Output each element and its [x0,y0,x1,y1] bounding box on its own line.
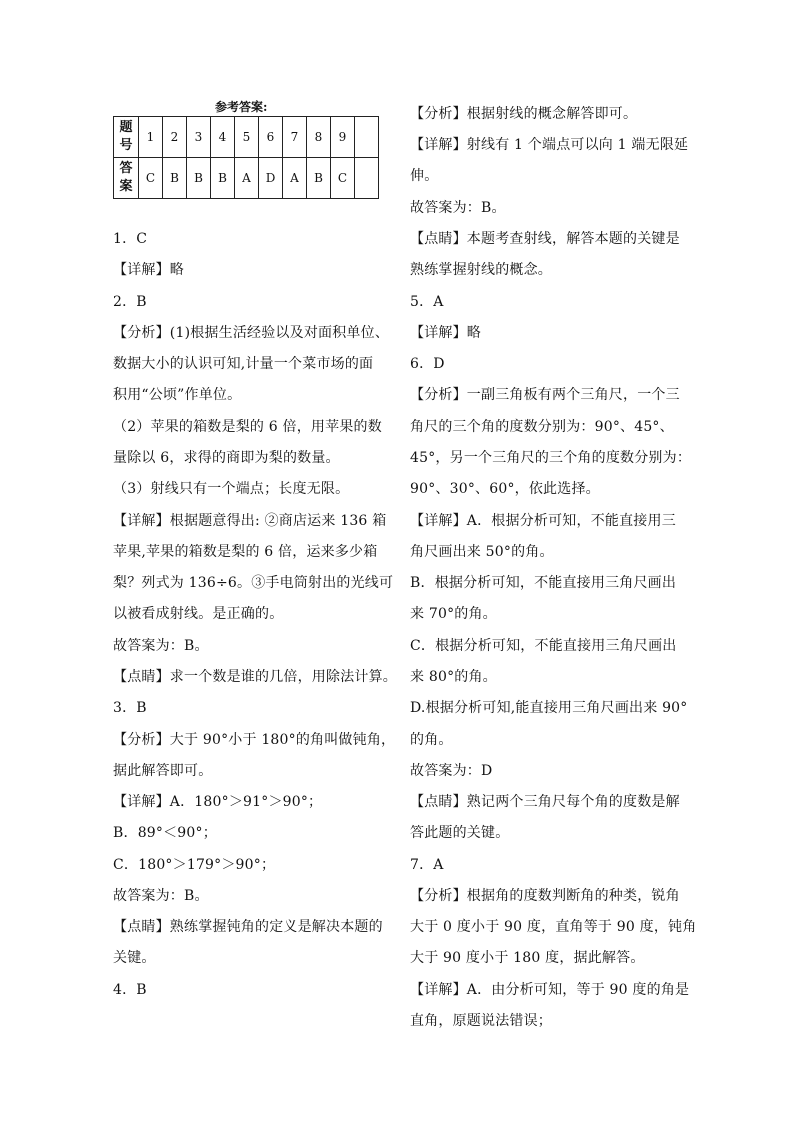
answer-line: 熟练掌握射线的概念。 [410,262,552,278]
answer-line: 【点睛】熟练掌握钝角的定义是解决本题的 [113,919,383,935]
question-number-cell: 3 [187,117,211,158]
answer-line: 7．A [410,857,444,873]
answer-line: 90°、30°、60°，依此选择。 [410,481,600,497]
answer-line: 答此题的关键。 [410,825,510,841]
answer-line: 4．B [113,982,147,998]
question-number-cell: 2 [163,117,187,158]
answer-line: C．根据分析可知，不能直接用三角尺画出 [410,638,677,654]
answer-line: 据此解答即可。 [113,763,213,779]
question-number-cell: 5 [235,117,259,158]
answer-line: 故答案为：B。 [113,638,209,654]
answer-line: 【详解】A．根据分析可知，不能直接用三 [410,513,676,529]
question-number-cell: 6 [259,117,283,158]
answer-line: 【点睛】求一个数是谁的几倍，用除法计算。 [113,669,397,685]
answer-cell: B [307,158,331,199]
answer-line: 故答案为：D [410,763,493,779]
answer-line: 【详解】射线有 1 个端点可以向 1 端无限延 [410,137,689,153]
answer-line: 1．C [113,231,148,247]
answer-line: 【详解】略 [410,325,481,341]
answer-line: 直角，原题说法错误； [410,1013,552,1029]
answer-line: 故答案为：B。 [113,888,209,904]
answer-cell [355,158,379,199]
question-number-cell: 9 [331,117,355,158]
question-number-cell: 4 [211,117,235,158]
answer-line: 关键。 [113,950,156,966]
answer-key-number-row [114,117,379,158]
question-number-cell: 7 [283,117,307,158]
answer-cell: B [163,158,187,199]
answer-cell: A [235,158,259,199]
answer-line: 伸。 [410,168,439,184]
answer-key-answer-row [114,158,379,199]
question-number-cell [355,117,379,158]
answer-line: 【详解】A．180°＞91°＞90°； [113,794,323,810]
answer-cell: B [187,158,211,199]
answer-line: 数据大小的认识可知,计量一个菜市场的面 [113,356,374,372]
answer-row-header: 答 案 [114,158,139,199]
number-row-header: 题 号 [114,117,139,158]
answer-line: D.根据分析可知,能直接用三角尺画出来 90° [410,700,688,716]
answer-line: 【详解】略 [113,262,184,278]
question-number-cell: 8 [307,117,331,158]
answer-line: 2．B [113,294,147,310]
answer-line: 【点睛】本题考查射线，解答本题的关键是 [410,231,680,247]
answer-line: 45°，另一个三角尺的三个角的度数分别为： [410,450,692,466]
answer-line: 角尺画出来 50°的角。 [410,544,554,560]
answer-line: 苹果,苹果的箱数是梨的 6 倍，运来多少箱 [113,544,378,560]
answer-line: 【分析】(1)根据生活经验以及对面积单位、 [113,325,390,341]
answer-line: 角尺的三个角的度数分别为：90°、45°、 [410,419,674,435]
answer-line: 【详解】A．由分析可知，等于 90 度的角是 [410,982,690,998]
answer-line: 【详解】根据题意得出: ②商店运来 136 箱 [113,513,387,529]
answer-line: C．180°＞179°＞90°； [113,857,276,873]
answer-line: 【分析】根据角的度数判断角的种类，锐角 [410,888,680,904]
answer-line: 梨？列式为 136÷6。③手电筒射出的光线可 [113,575,394,591]
answer-line: 【分析】根据射线的概念解答即可。 [410,106,638,122]
answer-line: 故答案为：B。 [410,200,506,216]
answer-cell: B [211,158,235,199]
answer-line: 量除以 6，求得的商即为梨的数量。 [113,450,340,466]
answer-key-table [113,116,379,199]
question-number-cell: 1 [139,117,163,158]
answer-line: （3）射线只有一个端点；长度无限。 [113,481,350,497]
answer-line: 【分析】大于 90°小于 180°的角叫做钝角， [113,732,396,748]
answer-line: 来 80°的角。 [410,669,497,685]
answer-line: 【点睛】熟记两个三角尺每个角的度数是解 [410,794,680,810]
answer-cell: D [259,158,283,199]
answer-line: B．根据分析可知，不能直接用三角尺画出 [410,575,677,591]
answer-cell: C [331,158,355,199]
answer-line: 大于 90 度小于 180 度，据此解答。 [410,950,645,966]
answer-line: 6．D [410,356,445,372]
answer-key-title: 参考答案: [215,100,268,114]
answer-line: B．89°＜90°； [113,825,217,841]
answer-cell: C [139,158,163,199]
answer-line: 大于 0 度小于 90 度，直角等于 90 度，钝角 [410,919,697,935]
answer-cell: A [283,158,307,199]
answer-line: 来 70°的角。 [410,606,497,622]
answer-line: 的角。 [410,732,453,748]
answer-line: 积用“公顷”作单位。 [113,387,242,403]
answer-line: 5．A [410,294,444,310]
answer-line: （2）苹果的箱数是梨的 6 倍，用苹果的数 [113,419,382,435]
answer-line: 【分析】一副三角板有两个三角尺，一个三 [410,387,680,403]
answer-line: 3．B [113,700,147,716]
answer-line: 以被看成射线。是正确的。 [113,606,284,622]
